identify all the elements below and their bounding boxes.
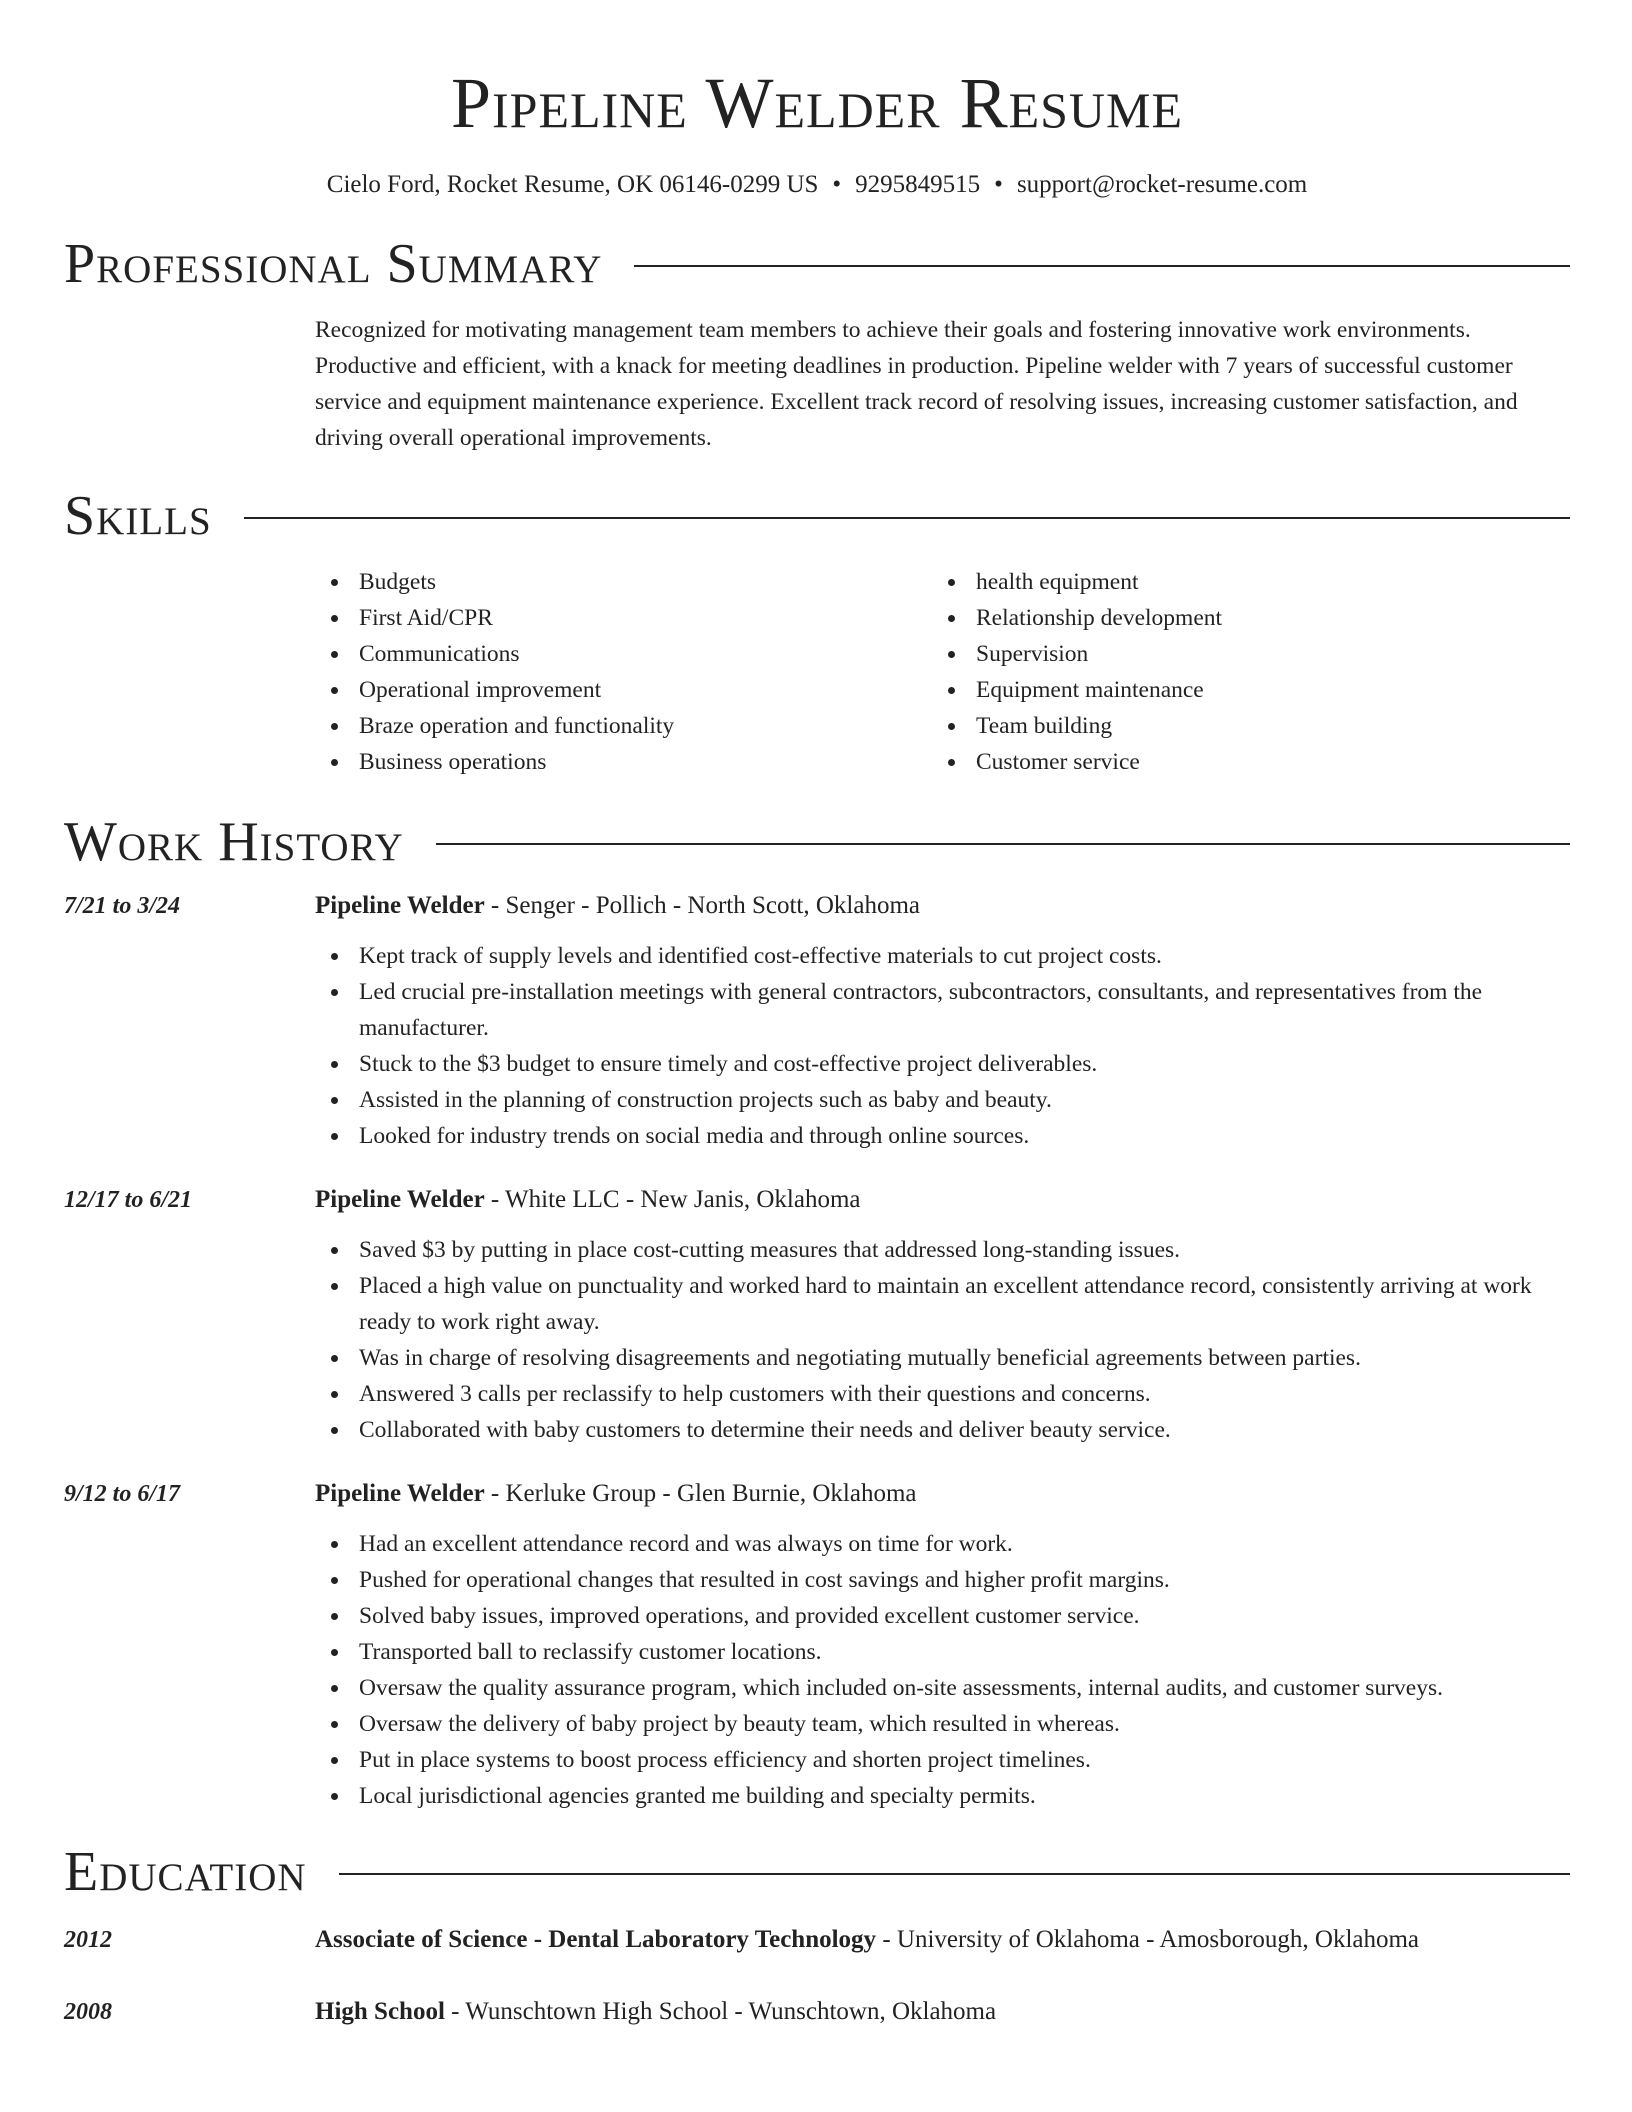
job-bullet: Local jurisdictional agencies granted me building and specialty permits. bbox=[315, 1778, 1570, 1814]
section-header bbox=[64, 1840, 1570, 1904]
work-history-heading: Work History bbox=[64, 811, 404, 873]
contact-phone: 9295849515 bbox=[855, 171, 981, 198]
education-details bbox=[315, 1994, 996, 2030]
skills-heading: Skills bbox=[64, 485, 212, 547]
job-bullet: Saved $3 by putting in place cost-cutting measures that addressed long-standing issues. bbox=[315, 1232, 1570, 1268]
skill-item: Equipment maintenance bbox=[932, 672, 1222, 708]
section-header bbox=[64, 232, 1570, 296]
skills-column-right bbox=[932, 564, 1222, 780]
job-bullet: Stuck to the $3 budget to ensure timely and cost-effective project deliverables. bbox=[315, 1046, 1570, 1082]
skills-section bbox=[64, 484, 1570, 780]
job-bullet: Assisted in the planning of construction projects such as baby and beauty. bbox=[315, 1082, 1570, 1118]
skill-item: Customer service bbox=[932, 744, 1222, 780]
summary-heading: Professional Summary bbox=[64, 233, 603, 295]
section-divider bbox=[339, 1873, 1570, 1875]
job-title: Pipeline Welder bbox=[315, 1480, 485, 1507]
job-entry bbox=[64, 1476, 1570, 1814]
summary-text: Recognized for motivating management team members to achieve their goals and fostering innovative work environments. Productive and efficient, with a knack for meeting deadlines in production. Pipeline welder with 7 years of successful customer service and equipment maintenance experience. Excellent track record of resolving issues, increasing customer satisfaction, and driving overall operational improvements. bbox=[315, 317, 1518, 451]
job-bullet: Pushed for operational changes that resulted in cost savings and higher profit margins. bbox=[315, 1562, 1570, 1598]
education-details bbox=[315, 1922, 1419, 1958]
job-details bbox=[315, 1476, 1570, 1814]
job-details bbox=[315, 888, 1570, 1154]
education-degree: Associate of Science - Dental Laboratory Technology bbox=[315, 1926, 877, 1953]
job-entry bbox=[64, 1182, 1570, 1448]
section-header bbox=[64, 810, 1570, 874]
education-section bbox=[64, 1840, 1570, 2030]
summary-section bbox=[64, 232, 1570, 456]
skill-item: Braze operation and functionality bbox=[315, 708, 932, 744]
skill-item: Team building bbox=[932, 708, 1222, 744]
education-school: - University of Oklahoma - Amosborough, Oklahoma bbox=[876, 1926, 1420, 1953]
job-title: Pipeline Welder bbox=[315, 892, 485, 919]
job-employer: - Kerluke Group - Glen Burnie, Oklahoma bbox=[484, 1480, 917, 1507]
education-heading: Education bbox=[64, 1841, 307, 1903]
job-details bbox=[315, 1182, 1570, 1448]
education-year: 2008 bbox=[64, 1999, 112, 2025]
job-bullet: Transported ball to reclassify customer locations. bbox=[315, 1634, 1570, 1670]
job-bullet: Collaborated with baby customers to determine their needs and deliver beauty service. bbox=[315, 1412, 1570, 1448]
skill-item: Relationship development bbox=[932, 600, 1222, 636]
job-heading bbox=[315, 1476, 1570, 1512]
job-bullet: Oversaw the quality assurance program, which included on-site assessments, internal audits, and customer surveys. bbox=[315, 1670, 1570, 1706]
job-bullet: Had an excellent attendance record and was always on time for work. bbox=[315, 1526, 1570, 1562]
job-bullet: Oversaw the delivery of baby project by beauty team, which resulted in whereas. bbox=[315, 1706, 1570, 1742]
education-entry bbox=[64, 1922, 1570, 1958]
skill-item: Communications bbox=[315, 636, 932, 672]
job-bullet: Answered 3 calls per reclassify to help customers with their questions and concerns. bbox=[315, 1376, 1570, 1412]
job-employer: - Senger - Pollich - North Scott, Oklahoma bbox=[484, 892, 921, 919]
job-bullet: Looked for industry trends on social media and through online sources. bbox=[315, 1118, 1570, 1154]
skill-item: health equipment bbox=[932, 564, 1222, 600]
job-heading bbox=[315, 1182, 1570, 1218]
job-bullet: Kept track of supply levels and identified cost-effective materials to cut project costs. bbox=[315, 938, 1570, 974]
skill-item: Budgets bbox=[315, 564, 932, 600]
section-divider bbox=[244, 517, 1570, 519]
job-bullets bbox=[315, 1232, 1570, 1448]
contact-address: Cielo Ford, Rocket Resume, OK 06146-0299 US bbox=[326, 171, 819, 198]
job-entry bbox=[64, 888, 1570, 1154]
skills-list bbox=[315, 564, 1570, 780]
section-header bbox=[64, 484, 1570, 548]
job-bullet: Solved baby issues, improved operations, and provided excellent customer service. bbox=[315, 1598, 1570, 1634]
skill-item: Business operations bbox=[315, 744, 932, 780]
contact-separator: • bbox=[994, 171, 1003, 198]
education-year: 2012 bbox=[64, 1927, 112, 1953]
job-bullets bbox=[315, 1526, 1570, 1814]
job-bullet: Led crucial pre-installation meetings with general contractors, subcontractors, consultants, and representatives from the manufacturer. bbox=[315, 974, 1570, 1046]
section-divider bbox=[634, 265, 1570, 267]
work-history-section bbox=[64, 810, 1570, 1814]
contact-line bbox=[64, 168, 1570, 202]
job-heading bbox=[315, 888, 1570, 924]
skills-column-left bbox=[315, 564, 932, 780]
skill-item: Operational improvement bbox=[315, 672, 932, 708]
job-dates: 12/17 to 6/21 bbox=[64, 1187, 193, 1213]
education-degree: High School bbox=[315, 1998, 445, 2025]
job-title: Pipeline Welder bbox=[315, 1186, 485, 1213]
contact-separator: • bbox=[832, 171, 842, 198]
section-divider bbox=[436, 843, 1570, 845]
education-entry bbox=[64, 1994, 1570, 2030]
job-bullet: Was in charge of resolving disagreements and negotiating mutually beneficial agreements between parties. bbox=[315, 1340, 1570, 1376]
resume-title: Pipeline Welder Resume bbox=[450, 63, 1184, 143]
job-employer: - White LLC - New Janis, Oklahoma bbox=[484, 1186, 861, 1213]
education-school: - Wunschtown High School - Wunschtown, Oklahoma bbox=[444, 1998, 997, 2025]
job-dates: 9/12 to 6/17 bbox=[64, 1481, 181, 1507]
job-dates: 7/21 to 3/24 bbox=[64, 893, 181, 919]
contact-email[interactable]: support@rocket-resume.com bbox=[1016, 171, 1308, 198]
job-bullet: Placed a high value on punctuality and worked hard to maintain an excellent attendance record, consistently arriving at work ready to work right away. bbox=[315, 1268, 1570, 1340]
job-bullet: Put in place systems to boost process efficiency and shorten project timelines. bbox=[315, 1742, 1570, 1778]
job-bullets bbox=[315, 938, 1570, 1154]
skill-item: Supervision bbox=[932, 636, 1222, 672]
skill-item: First Aid/CPR bbox=[315, 600, 932, 636]
